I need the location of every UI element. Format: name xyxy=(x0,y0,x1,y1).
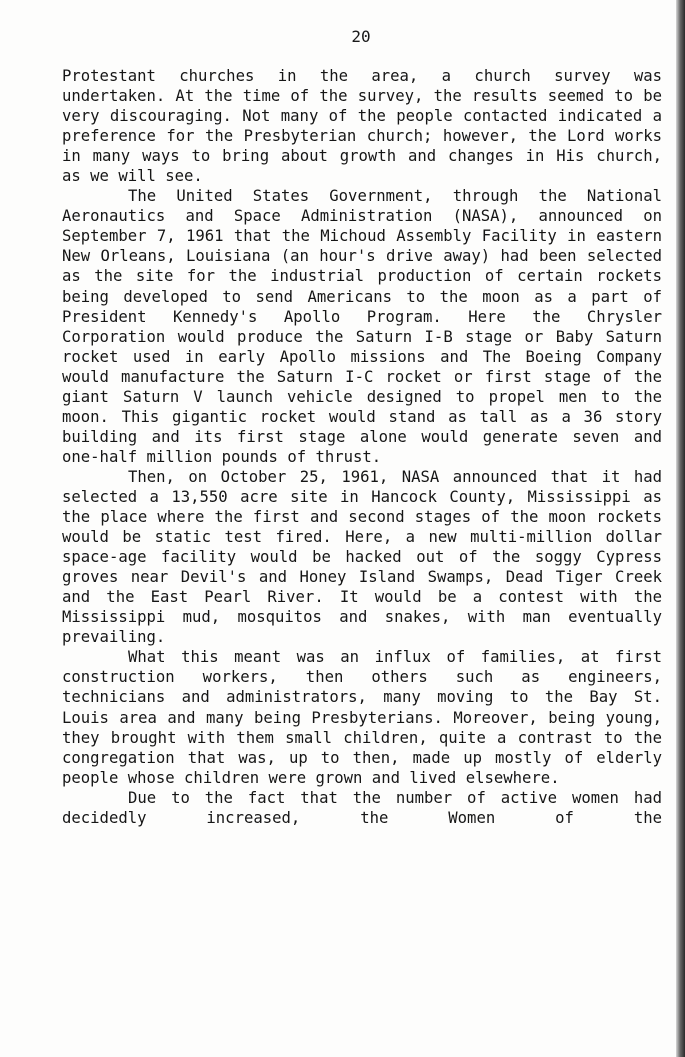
page-number: 20 xyxy=(351,27,371,46)
paragraph-3: Then, on October 25, 1961, NASA announced that it had selected a 13,550 acre site in Hancock County, Mississippi as the place where the first and second stages of the moon rockets would be static test fired. Here, a new multi-million dollar space-age facility would be hacked out of the soggy Cypress groves near Devil's and Honey Island Swamps, Dead Tiger Creek and the East Pearl River. It would be a contest with the Mississippi mud, mosquitos and snakes, with man eventually prevailing. xyxy=(62,467,662,647)
paragraph-4: What this meant was an influx of families, at first construction workers, then others such as engineers, technicians and administrators, many moving to the Bay St. Louis area and many being Presbyterians. Moreover, being young, they brought with them small children, quite a contrast to the congregation that was, up to then, made up mostly of elderly people whose children were grown and lived elsewhere. xyxy=(62,648,662,787)
paragraph-1: Protestant churches in the area, a church survey was undertaken. At the time of the survey, the results seemed to be very discouraging. Not many of the people contacted indicated a preference for the Presbyterian church; however, the Lord works in many ways to bring about growth and changes in His church, as we will see. xyxy=(62,67,662,186)
paragraph-5: Due to the fact that the number of active women had decidedly increased, the Women of the xyxy=(62,788,662,827)
page-edge-shadow xyxy=(676,0,685,1057)
body-text xyxy=(62,66,662,828)
paragraph-2: The United States Government, through the National Aeronautics and Space Administration (NASA), announced on September 7, 1961 that the Michoud Assembly Facility in eastern New Orleans, Louisiana (an hour's drive away) had been selected as the site for the industrial production of certain rockets being developed to send Americans to the moon as a part of President Kennedy's Apollo Program. Here the Chrysler Corporation would produce the Saturn I-B stage or Baby Saturn rocket used in early Apollo missions and The Boeing Company would manufacture the Saturn I-C rocket or first stage of the giant Saturn V launch vehicle designed to propel men to the moon. This gigantic rocket would stand as tall as a 36 story building and its first stage alone would generate seven and one-half million pounds of thrust. xyxy=(62,187,662,466)
